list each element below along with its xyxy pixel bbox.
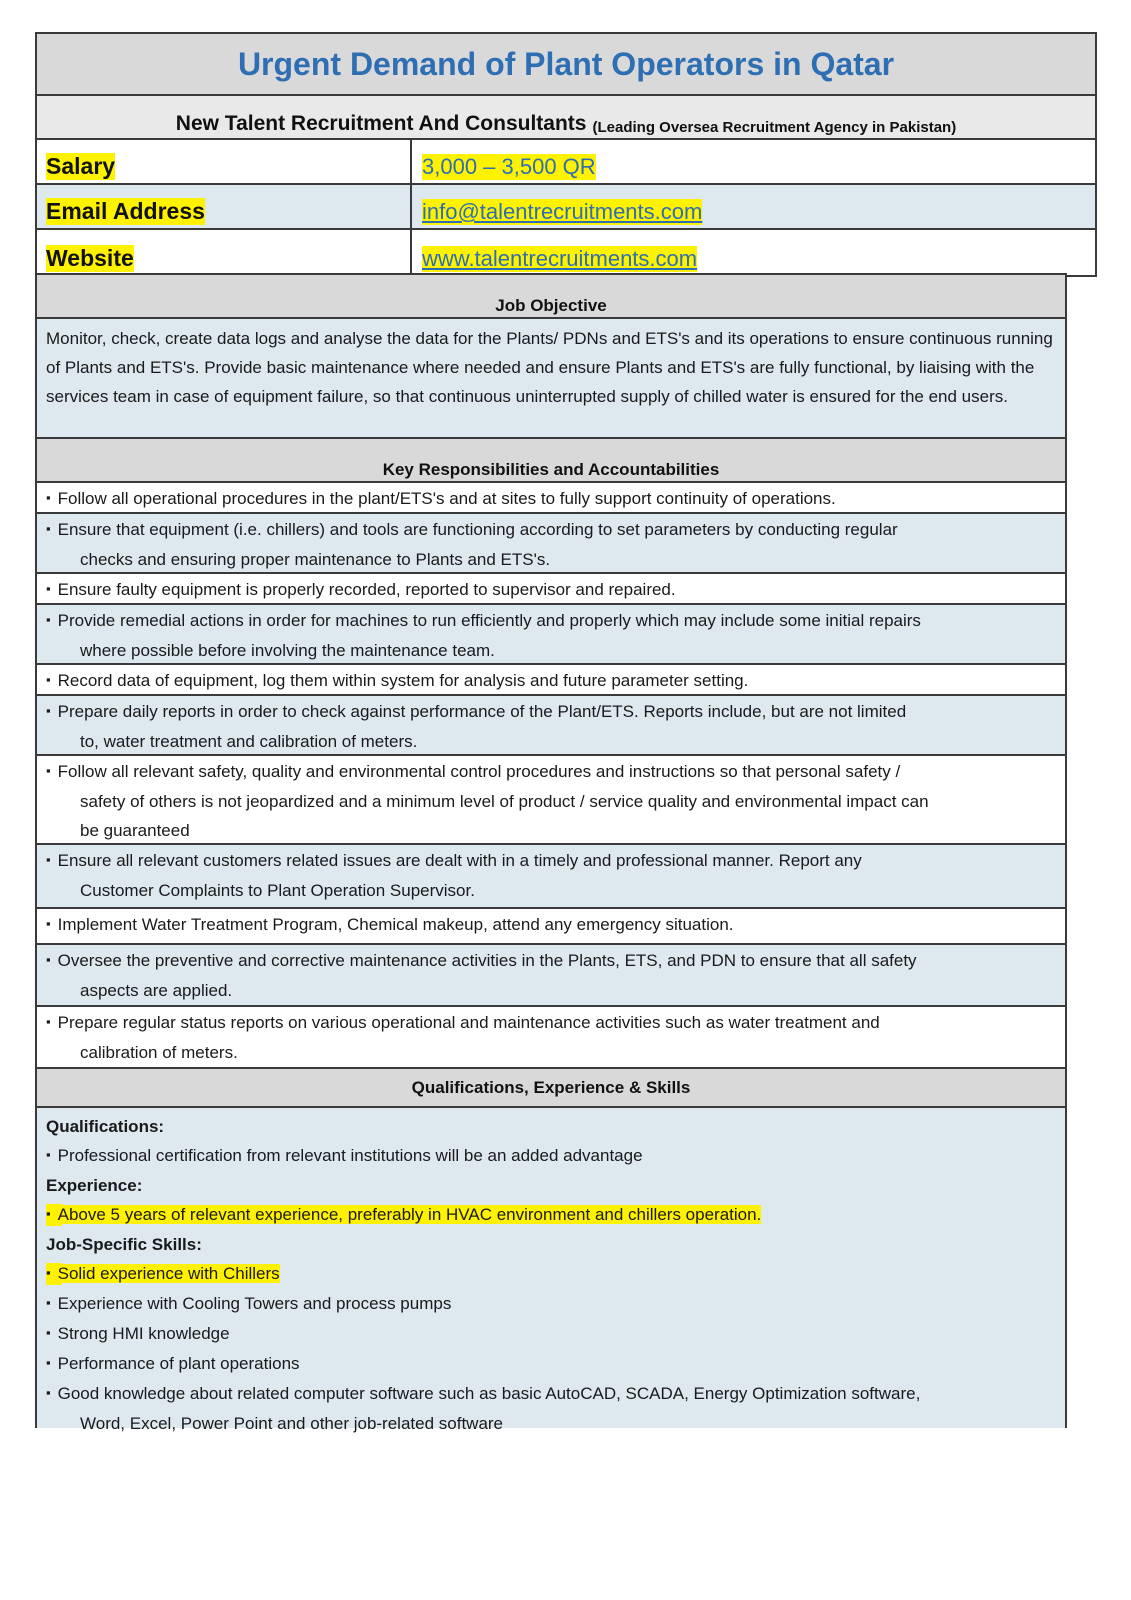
responsibility-text: ▪ Prepare daily reports in order to check against performance of the Plant/ETS. Reports include, but are not limited: [46, 697, 1055, 727]
responsibility-item: [37, 605, 1065, 665]
objective-heading: [37, 273, 1065, 319]
responsibility-text-continuation: calibration of meters.: [80, 1043, 238, 1062]
experience-item: [46, 1200, 1055, 1230]
email-row: [37, 185, 1095, 230]
agency-name: New Talent Recruitment And Consultants: [175, 112, 587, 135]
responsibility-text-continuation: safety of others is not jeopardized and a minimum level of product / service quality and environmental impact can: [80, 792, 929, 811]
responsibility-text: ▪ Ensure that equipment (i.e. chillers) and tools are functioning according to set parameters by conducting regular: [46, 515, 1055, 545]
responsibilities-heading-text: Key Responsibilities and Accountabilities: [382, 460, 720, 479]
responsibility-text-continuation: aspects are applied.: [80, 981, 233, 1000]
responsibility-item: [37, 756, 1065, 845]
agency-tagline: (Leading Oversea Recruitment Agency in Pakistan): [592, 119, 957, 136]
title-row: [37, 34, 1095, 96]
responsibility-text: ▪ Record data of equipment, log them within system for analysis and future parameter setting.: [46, 666, 1055, 696]
responsibility-text: ▪ Ensure all relevant customers related issues are dealt with in a timely and professional manner. Report any: [46, 846, 1055, 876]
website-label: Website: [46, 245, 134, 271]
qualifications-heading: [37, 1067, 1065, 1108]
skill-item-text: Solid experience with Chillers: [57, 1264, 280, 1283]
objective-text: Monitor, check, create data logs and analyse the data for the Plants/ PDNs and ETS's and its operations to ensure continuous running of Plants and ETS's. Provide basic maintenance where needed and ensure Plants and ETS's are fully functional, by liaising with the services team in case of equipment failure, so that continuous uninterrupted supply of chilled water is ensured for the end users.: [37, 319, 1065, 437]
responsibility-text: ▪ Implement Water Treatment Program, Chemical makeup, attend any emergency situation.: [46, 910, 1055, 940]
responsibility-item: [37, 1007, 1065, 1067]
responsibility-item: [37, 845, 1065, 909]
responsibility-text-continuation: checks and ensuring proper maintenance to Plants and ETS's.: [80, 550, 551, 569]
qualifications-subheading: Qualifications:: [46, 1117, 165, 1136]
job-header-table: [35, 32, 1097, 277]
skill-item: [46, 1259, 1055, 1289]
responsibility-text: ▪ Oversee the preventive and corrective maintenance activities in the Plants, ETS, and PDN to ensure that all safety: [46, 946, 1055, 976]
email-label: Email Address: [46, 198, 205, 224]
qualifications-heading-text: Qualifications, Experience & Skills: [411, 1078, 691, 1097]
website-row: [37, 230, 1095, 275]
responsibility-item: [37, 665, 1065, 696]
page-title: Urgent Demand of Plant Operators in Qatar: [237, 45, 895, 82]
responsibility-text-continuation: be guaranteed: [80, 821, 190, 840]
skills-list: [46, 1259, 1055, 1409]
responsibility-text: ▪ Prepare regular status reports on various operational and maintenance activities such as water treatment and: [46, 1008, 1055, 1038]
qualification-item: ▪ Professional certification from relevant institutions will be an added advantage: [46, 1141, 1055, 1171]
agency-row: [37, 96, 1095, 140]
skill-item: ▪ Good knowledge about related computer software such as basic AutoCAD, SCADA, Energy Optimization software,: [46, 1379, 1055, 1409]
skill-item: ▪ Strong HMI knowledge: [46, 1319, 1055, 1349]
responsibility-text: ▪ Ensure faulty equipment is properly recorded, reported to supervisor and repaired.: [46, 575, 1055, 605]
responsibility-item: [37, 696, 1065, 756]
website-link[interactable]: www.talentrecruitments.com: [422, 246, 698, 271]
objective-heading-text: Job Objective: [495, 296, 607, 315]
skill-item: ▪ Performance of plant operations: [46, 1349, 1055, 1379]
skill-item: ▪ Experience with Cooling Towers and process pumps: [46, 1289, 1055, 1319]
salary-label: Salary: [46, 153, 116, 179]
responsibility-text: ▪ Follow all relevant safety, quality and environmental control procedures and instructions so that personal safety /: [46, 757, 1055, 787]
experience-item-text: Above 5 years of relevant experience, preferably in HVAC environment and chillers operation.: [57, 1205, 762, 1224]
responsibilities-list: [37, 483, 1065, 1067]
responsibility-item: [37, 483, 1065, 514]
salary-row: [37, 140, 1095, 185]
qualifications-body: [37, 1108, 1065, 1433]
job-details-table: [35, 273, 1067, 1433]
responsibility-text-continuation: Customer Complaints to Plant Operation Supervisor.: [80, 881, 475, 900]
skills-subheading: Job-Specific Skills:: [46, 1235, 202, 1254]
responsibility-text: ▪ Follow all operational procedures in the plant/ETS's and at sites to fully support continuity of operations.: [46, 484, 1055, 514]
responsibility-item: [37, 909, 1065, 945]
responsibility-text: ▪ Provide remedial actions in order for machines to run efficiently and properly which may include some initial repairs: [46, 606, 1055, 636]
responsibility-text-continuation: to, water treatment and calibration of meters.: [80, 732, 418, 751]
responsibilities-heading: [37, 437, 1065, 483]
salary-value: 3,000 – 3,500 QR: [422, 154, 596, 179]
responsibility-text-continuation: where possible before involving the maintenance team.: [80, 641, 495, 660]
experience-subheading: Experience:: [46, 1176, 143, 1195]
responsibility-item: [37, 574, 1065, 605]
skill-item-continuation: Word, Excel, Power Point and other job-related software: [80, 1414, 504, 1433]
email-link[interactable]: info@talentrecruitments.com: [422, 199, 703, 224]
responsibility-item: [37, 514, 1065, 574]
responsibility-item: [37, 945, 1065, 1007]
